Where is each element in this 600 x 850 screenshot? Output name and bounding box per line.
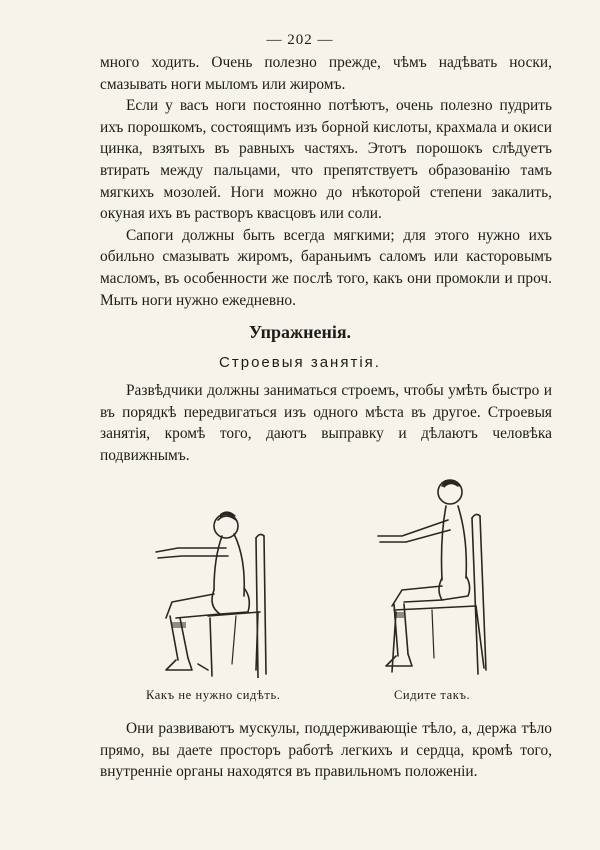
illustration-wrong-posture <box>148 478 288 678</box>
text-block-posture <box>100 718 552 783</box>
paragraph: Развѣдчики должны заниматься строемъ, чтобы умѣть быстро и въ порядкѣ передвигаться изъ одного мѣста въ другое. Строевыя занятія, кромѣ того, даютъ выправку и дѣлаютъ человѣка подвижнымъ. <box>100 382 552 464</box>
paragraph: много ходить. Очень полезно прежде, чѣмъ надѣвать носки, смазывать ноги мыломъ или жиромъ. <box>100 54 552 93</box>
paragraph: Сапоги должны быть всегда мягкими; для этого нужно ихъ обильно смазывать жиромъ, бараньимъ саломъ или касторовымъ масломъ, въ особенности же послѣ того, какъ они промокли и проч. Мыть ноги нужно ежедневно. <box>100 226 552 309</box>
text-block-feet-care <box>100 52 552 311</box>
caption-wrong-posture: Какъ не нужно сидѣть. <box>146 688 281 702</box>
page-number: — 202 — <box>266 32 334 48</box>
section-heading: Упражненія. <box>248 322 352 342</box>
caption-correct-posture: Сидите такъ. <box>394 688 471 702</box>
section-subheading: Строевыя занятія. <box>219 354 381 371</box>
text-block-drill <box>100 380 552 466</box>
paragraph: Если у васъ ноги постоянно потѣютъ, очень полезно пудрить ихъ порошкомъ, состоящимъ изъ борной кислоты, крахмала и окиси цинка, взятыхъ въ равныхъ частяхъ. Этотъ порошокъ слѣдуетъ втирать между пальцами, что препятствуетъ образованію тамъ мягкихъ мозолей. Ноги можно до нѣкоторой степени закалить, окуная ихъ въ растворъ квасцовъ или соли. <box>100 97 552 223</box>
illustration-correct-posture <box>372 478 512 678</box>
paragraph: Они развиваютъ мускулы, поддерживающіе тѣло, а, держа тѣло прямо, вы даете просторъ работѣ легкихъ и сердца, кромѣ того, внутренніе органы находятся въ правильномъ положеніи. <box>100 720 552 781</box>
